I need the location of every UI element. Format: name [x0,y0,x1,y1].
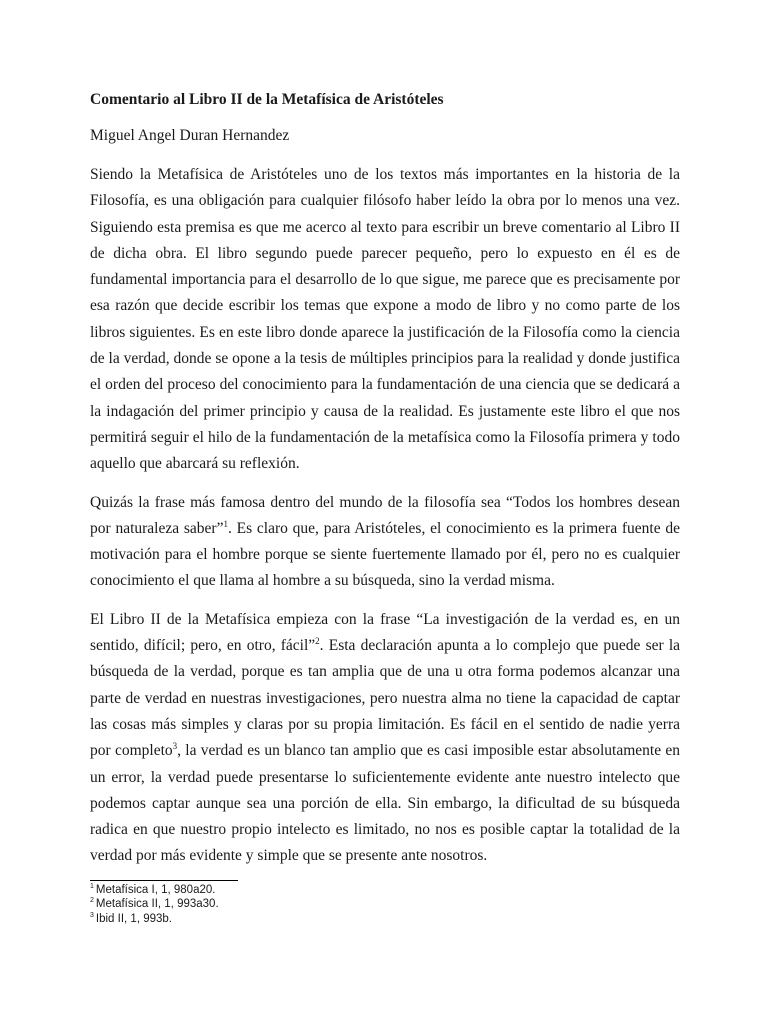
footnote-text: Metafísica I, 1, 980a20. [95,883,216,896]
footnote-3 [90,912,680,927]
paragraph-1-text: Siendo la Metafísica de Aristóteles uno de los textos más importantes en la historia de la Filosofía, es una obligación para cualquier filósofo haber leído la obra por lo menos una vez. Siguiendo esta premisa es que me acerco al texto para escribir un breve comentario al Libro II de dicha obra. El libro segundo puede parecer pequeño, pero lo expuesto en él es de fundamental importancia para el desarrollo de lo que sigue, me parece que es precisamente por esa razón que decide escribir los temas que expone a modo de libro y no como parte de los libros siguientes. Es en este libro donde aparece la justificación de la Filosofía como la ciencia de la verdad, donde se opone a la tesis de múltiples principios para la realidad y donde justifica el orden del proceso del conocimiento para la fundamentación de una ciencia que se dedicará a la indagación del primer principio y causa de la realidad. Es justamente este libro el que nos permitirá seguir el hilo de la fundamentación de la metafísica como la Filosofía primera y todo aquello que abarcará su reflexión. [90,166,680,473]
footnote-separator [90,880,238,881]
paragraph-3-text-b: . Esta declaración apunta a lo complejo que puede ser la búsqueda de la verdad, porque es tan amplia que de una u otra forma podemos alcanzar una parte de verdad en nuestras investigaciones, pero nuestra alma no tiene la capacidad de captar las cosas más simples y claras por su propia limitación. Es fácil en el sentido de nadie yerra por completo [90,637,681,760]
footnote-ref-2[interactable]: 2 [315,635,320,646]
footnote-number: 2 [90,897,94,905]
paragraph-2 [90,490,680,595]
footnote-ref-3[interactable]: 3 [172,741,178,752]
document-author: Miguel Angel Duran Hernandez [90,127,290,144]
document-title: Comentario al Libro II de la Metafísica de Aristóteles [90,91,444,108]
paragraph-2-text-b: . Es claro que, para Aristóteles, el conocimiento es la primera fuente de motivación para el hombre porque se siente fuertemente llamado por él, pero no es cualquier conocimiento el que llama al hombre a su búsqueda, sino la verdad misma. [90,519,680,590]
footnote-number: 1 [90,882,94,890]
paragraph-3 [90,607,680,870]
paragraph-3-text-c: , la verdad es un blanco tan amplio que es casi imposible estar absolutamente en un error, la verdad puede presentarse lo suficientemente evidente ante nuestro intelecto que podemos captar aunque sea una porción de ella. Sin embargo, la dificultad de su búsqueda radica en que nuestro propio intelecto es limitado, no nos es posible captar la totalidad de la verdad por más evidente y simple que se presente ante nosotros. [90,742,680,865]
footnote-1 [90,883,680,898]
paragraph-1 [90,162,680,478]
footnote-ref-1[interactable]: 1 [223,518,228,529]
footnote-text: Ibid II, 1, 993b. [95,912,172,925]
footnote-number: 3 [90,911,94,919]
paragraph-3-text-a: El Libro II de la Metafísica empieza con la frase “La investigación de la verdad es, en un sentido, difícil; pero, en otro, fácil” [90,610,680,655]
paragraph-2-text-a: Quizás la frase más famosa dentro del mundo de la filosofía sea “Todos los hombres desean por naturaleza saber” [90,493,680,537]
footnotes [90,883,680,927]
footnote-2 [90,897,680,912]
footnote-text: Metafísica II, 1, 993a30. [95,898,219,911]
